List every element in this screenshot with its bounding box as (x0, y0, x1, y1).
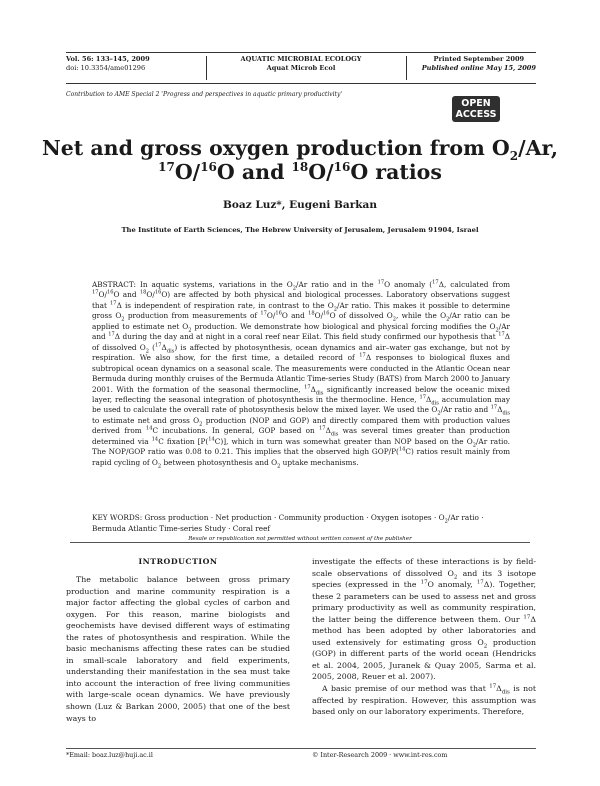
corresponding-email: *Email: boaz.luz@huji.ac.il (66, 751, 153, 759)
online-date: Published online May 15, 2009 (421, 64, 536, 72)
intro-paragraph-1-cont: investigate the effects of these interactions is by field-scale observations of dissolved $O_2$ and its 3 isotope species (expressed in the $^{17}$O anomaly, $^{17}$Δ). Together, these 2 parameters can be used to assess net and gross primary productivity as well as community respiration, the latter being the difference between them. Our $^{17}$Δ method has been adopted by other laboratories and used extensively for estimating gross $O_2$ production (GOP) in different parts of the world ocean (Hendricks et al. 2004, 2005, Juranek & Quay 2005, Sarma et al. 2005, 2008, Reuer et al. 2007). (312, 557, 537, 682)
title-line-2: $^{17}$O/$^{16}$O and $^{18}$O/$^{16}$O ratios (158, 160, 442, 184)
journal-name (206, 55, 396, 73)
header-divider (406, 56, 407, 80)
journal-title: AQUATIC MICROBIAL ECOLOGY (240, 55, 362, 63)
body-column-left (66, 574, 290, 724)
volume-pages: Vol. 56: 133–145, 2009 (66, 55, 150, 63)
contribution-note: Contribution to AME Special 2 'Progress and perspectives in aquatic primary productivity' (66, 91, 342, 98)
open-access-line1: OPEN (461, 98, 491, 109)
authors: Boaz Luz*, Eugeni Barkan (223, 199, 377, 211)
intro-paragraph-1: The metabolic balance between gross primary production and marine community respiration is a major factor affecting the global cycles of carbon and oxygen. For this reason, marine biologists and geochemists have devised different ways of estimating the rates of photosynthesis and respiration. While the basic mechanisms affecting these rates can be studied in small-scale laboratory and field experiments, understanding their manifestation in the sea must take into account the interaction of free living communities with large-scale ocean dynamics. We have previously shown (Luz & Barkan 2000, 2005) that one of the best ways to (66, 575, 290, 723)
publication-dates (422, 55, 536, 73)
journal-abbrev: Aquat Microb Ecol (266, 64, 336, 72)
title-line-1: Net and gross oxygen production from $O_2/Ar$, (42, 136, 558, 164)
open-access-line2: ACCESS (455, 109, 497, 120)
open-access-badge[interactable] (452, 96, 500, 122)
printed-date: Printed September 2009 (433, 55, 525, 63)
intro-paragraph-2: A basic premise of our method was that $^{17}\Delta_{dis}$ is not affected by respiration. However, this assumption was based only on our laboratory experiments. Therefore, (312, 683, 536, 717)
footer-rule (66, 748, 536, 749)
journal-header (66, 52, 536, 84)
paper-title (40, 136, 560, 184)
volume-info (66, 55, 150, 73)
copyright: © Inter-Research 2009 · www.int-res.com (312, 751, 448, 759)
doi: doi: 10.3354/ame01296 (66, 64, 146, 72)
affiliation: The Institute of Earth Sciences, The Hebrew University of Jerusalem, Jerusalem 91904, Israel (121, 226, 479, 234)
section-heading-introduction: INTRODUCTION (138, 557, 218, 566)
abstract: ABSTRACT: In aquatic systems, variations in the $O_2/Ar$ ratio and in the $^{17}$O anomaly ($^{17}$Δ, calculated from $^{17}$O/$^{16}$O and $^{18}$O/$^{16}$O) are affected by both physical and biological processes. Laboratory observations suggest that $^{17}$Δ is independent of respiration rate, in contrast to the $O_2/Ar$ ratio. This makes it possible to determine gross $O_2$ production from measurements of $^{17}$O/$^{16}$O and $^{18}$O/$^{16}$O of dissolved $O_2$, while the $O_2/Ar$ ratio can be applied to estimate net $O_2$ production. We demonstrate how biological and physical forcing modifies the $O_2/Ar$ and $^{17}$Δ during the day and at night in a coral reef near Eilat. This field study confirmed our hypothesis that $^{17}$Δ of dissolved $O_2$ $(^{17}\Delta_{dis})$ is affected by photosynthesis, ocean dynamics and air–water gas exchange, but not by respiration. We also show, for the first time, a detailed record of $^{17}$Δ responses to biological fluxes and subtropical ocean dynamics on a seasonal scale. The measurements were conducted in the Atlantic Ocean near Bermuda during monthly cruises of the Bermuda Atlantic Time-series Study (BATS) from March 2000 to January 2001. With the formation of the seasonal thermocline, $^{17}\Delta_{dis}$ significantly increased below the oceanic mixed layer, reflecting the seasonal integration of photosynthesis in the thermocline. Hence, $^{17}\Delta_{dis}$ accumulation may be used to calculate the overall rate of photosynthesis below the mixed layer. We used the $O_2/Ar$ ratio and $^{17}\Delta_{dis}$ to estimate net and gross $O_2$ production (NOP and GOP) and directly compared them with production values derived from $^{14}$C incubations. In general, GOP based on $^{17}\Delta_{dis}$ was several times greater than production determined via $^{14}$C fixation [P($^{14}$C)], which in turn was somewhat greater than NOP based on the $O_2/Ar$ ratio. The NOP/GOP ratio was 0.08 to 0.21. This implies that the observed high GOP/P($^{14}$C) ratios result mainly from rapid cycling of $O_2$ between photosynthesis and $O_2$ uptake mechanisms. (92, 279, 511, 470)
resale-text: Resale or republication not permitted without written consent of the publisher (184, 536, 416, 542)
resale-notice (70, 536, 530, 548)
keywords: KEY WORDS: Gross production · Net production · Community production · Oxygen isotopes · $O_2/Ar$ ratio · Bermuda Atlantic Time-series Study · Coral reef (92, 513, 484, 533)
resale-rule (70, 542, 530, 543)
body-column-right (312, 556, 536, 718)
